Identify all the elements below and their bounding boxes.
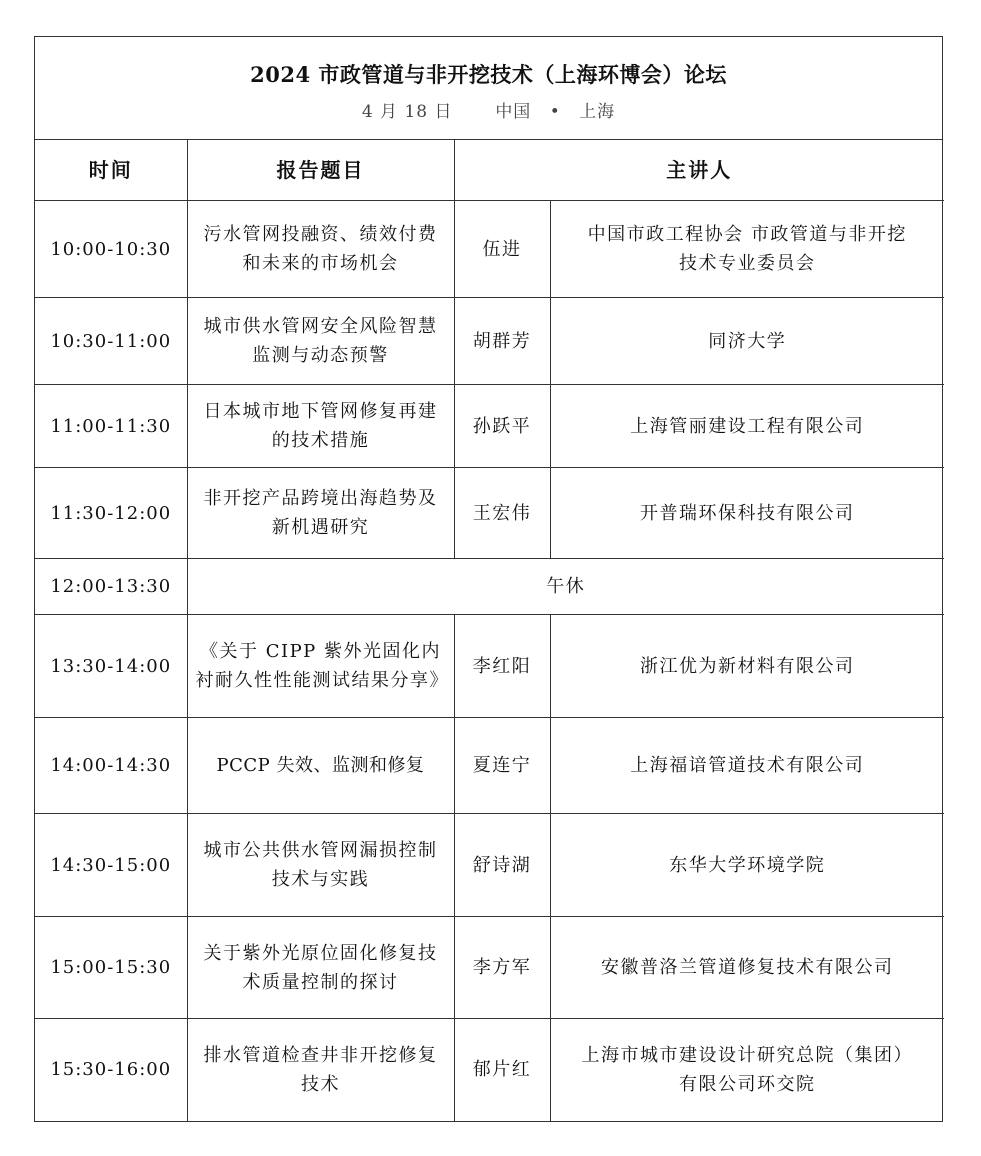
time-cell: 14:30-15:00 — [35, 814, 187, 917]
event-date-location — [35, 101, 942, 123]
event-date: 4 月 18 日 — [361, 102, 453, 122]
table-row — [35, 201, 944, 298]
column-header-topic: 报告题目 — [187, 140, 454, 201]
speaker-name-cell: 伍进 — [454, 201, 550, 298]
topic-cell: 日本城市地下管网修复再建的技术措施 — [187, 385, 454, 468]
event-country: 中国 — [495, 102, 532, 122]
speaker-org-cell: 安徽普洛兰管道修复技术有限公司 — [550, 917, 944, 1019]
topic-cell: 城市供水管网安全风险智慧监测与动态预警 — [187, 298, 454, 385]
topic-cell: 关于紫外光原位固化修复技术质量控制的探讨 — [187, 917, 454, 1019]
table-row — [35, 718, 944, 814]
time-cell: 15:00-15:30 — [35, 917, 187, 1019]
speaker-org-cell: 同济大学 — [550, 298, 944, 385]
topic-cell: 非开挖产品跨境出海趋势及新机遇研究 — [187, 468, 454, 559]
speaker-org-cell: 上海管丽建设工程有限公司 — [550, 385, 944, 468]
speaker-org-cell: 中国市政工程协会 市政管道与非开挖技术专业委员会 — [550, 201, 944, 298]
column-header-speaker: 主讲人 — [454, 140, 944, 201]
event-city: 上海 — [579, 102, 616, 122]
speaker-org-cell: 东华大学环境学院 — [550, 814, 944, 917]
speaker-name-cell: 舒诗湖 — [454, 814, 550, 917]
table-row-break — [35, 559, 944, 615]
time-cell: 12:00-13:30 — [35, 559, 187, 615]
topic-cell: PCCP 失效、监测和修复 — [187, 718, 454, 814]
agenda-table — [35, 140, 944, 1121]
column-header-time: 时间 — [35, 140, 187, 201]
table-row — [35, 385, 944, 468]
topic-cell: 排水管道检查井非开挖修复技术 — [187, 1019, 454, 1121]
table-header-row — [35, 140, 944, 201]
table-row — [35, 1019, 944, 1121]
table-row — [35, 917, 944, 1019]
speaker-name-cell: 郁片红 — [454, 1019, 550, 1121]
agenda-header — [35, 37, 942, 140]
time-cell: 10:30-11:00 — [35, 298, 187, 385]
table-row — [35, 615, 944, 718]
page-title: 2024 市政管道与非开挖技术（上海环博会）论坛 — [250, 62, 727, 87]
time-cell: 11:00-11:30 — [35, 385, 187, 468]
agenda-document — [34, 36, 943, 1122]
table-row — [35, 814, 944, 917]
table-row — [35, 298, 944, 385]
topic-cell: 《关于 CIPP 紫外光固化内衬耐久性性能测试结果分享》 — [187, 615, 454, 718]
speaker-name-cell: 王宏伟 — [454, 468, 550, 559]
topic-cell: 污水管网投融资、绩效付费和未来的市场机会 — [187, 201, 454, 298]
time-cell: 14:00-14:30 — [35, 718, 187, 814]
speaker-name-cell: 孙跃平 — [454, 385, 550, 468]
speaker-name-cell: 胡群芳 — [454, 298, 550, 385]
time-cell: 13:30-14:00 — [35, 615, 187, 718]
speaker-org-cell: 浙江优为新材料有限公司 — [550, 615, 944, 718]
speaker-name-cell: 李方军 — [454, 917, 550, 1019]
table-row — [35, 468, 944, 559]
speaker-org-cell: 开普瑞环保科技有限公司 — [550, 468, 944, 559]
speaker-name-cell: 李红阳 — [454, 615, 550, 718]
speaker-org-cell: 上海福谙管道技术有限公司 — [550, 718, 944, 814]
speaker-org-cell: 上海市城市建设设计研究总院（集团）有限公司环交院 — [550, 1019, 944, 1121]
time-cell: 15:30-16:00 — [35, 1019, 187, 1121]
bullet-separator: • — [549, 102, 561, 122]
lunch-break-cell: 午休 — [187, 559, 944, 615]
speaker-name-cell: 夏连宁 — [454, 718, 550, 814]
time-cell: 11:30-12:00 — [35, 468, 187, 559]
time-cell: 10:00-10:30 — [35, 201, 187, 298]
topic-cell: 城市公共供水管网漏损控制技术与实践 — [187, 814, 454, 917]
